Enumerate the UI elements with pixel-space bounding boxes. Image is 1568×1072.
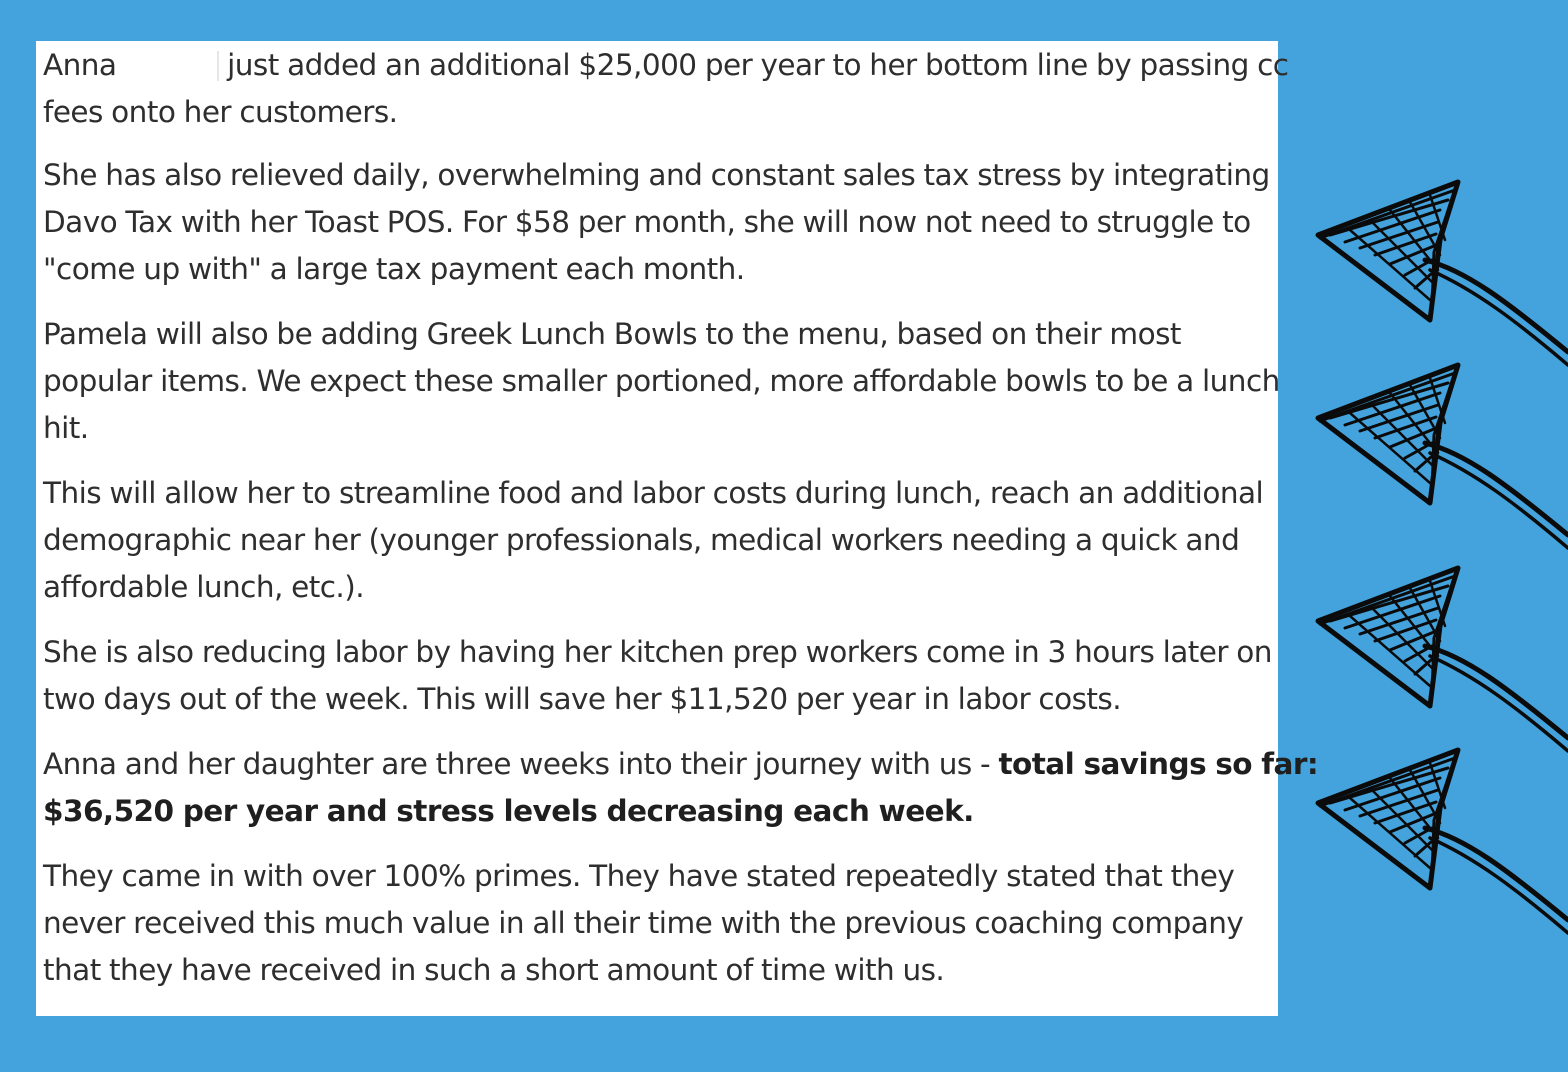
paragraph-line: Pamela will also be adding Greek Lunch Bowls to the menu, based on their most — [43, 317, 1181, 351]
paragraph-line: Davo Tax with her Toast POS. For $58 per month, she will now not need to struggle to — [43, 205, 1251, 239]
paragraph-line: hit. — [43, 411, 89, 445]
testimonial-card — [36, 41, 1319, 1016]
total-savings-label: total savings so far: — [998, 747, 1319, 781]
paragraph-value-statement — [43, 853, 1243, 994]
paragraph-line: just added an additional $25,000 per year to her bottom line by passing cc — [227, 48, 1289, 82]
paragraph-lunch-bowls — [43, 311, 1280, 452]
paragraph-labor-reduction — [43, 629, 1272, 723]
paragraph-line: never received this much value in all their time with the previous coaching company — [43, 906, 1244, 940]
paragraph-line: that they have received in such a short amount of time with us. — [43, 953, 945, 987]
paragraph-fee-savings — [43, 42, 1288, 136]
paragraph-line: popular items. We expect these smaller portioned, more affordable bowls to be a lunch — [43, 364, 1280, 398]
paragraph-total-savings — [43, 741, 1318, 835]
hand-drawn-arrow-icon — [1318, 568, 1568, 751]
paragraph-line: She has also relieved daily, overwhelming and constant sales tax stress by integrating — [43, 158, 1270, 192]
hand-drawn-arrow-icon — [1318, 750, 1568, 933]
paragraph-line: They came in with over 100% primes. They have stated repeatedly stated that they — [43, 859, 1235, 893]
hand-drawn-arrow-icon — [1318, 182, 1568, 365]
paragraph-line: She is also reducing labor by having her kitchen prep workers come in 3 hours later on — [43, 635, 1272, 669]
paragraph-line: two days out of the week. This will save her $11,520 per year in labor costs. — [43, 682, 1122, 716]
paragraph-line: This will allow her to streamline food and labor costs during lunch, reach an additional — [43, 476, 1264, 510]
paragraph-line: demographic near her (younger professionals, medical workers needing a quick and — [43, 523, 1240, 557]
paragraph-line: fees onto her customers. — [43, 95, 398, 129]
paragraph-streamline — [43, 470, 1263, 611]
paragraph-line: Anna and her daughter are three weeks into their journey with us - — [43, 747, 999, 781]
paragraph-sales-tax — [43, 152, 1270, 293]
total-savings-value: $36,520 per year and stress levels decreasing each week. — [43, 794, 974, 828]
redacted-surname — [125, 51, 219, 81]
client-name: Anna — [43, 48, 117, 82]
paragraph-line: affordable lunch, etc.). — [43, 570, 365, 604]
arrows-decoration — [1290, 160, 1568, 960]
paragraph-line: "come up with" a large tax payment each month. — [43, 252, 745, 286]
hand-drawn-arrow-icon — [1318, 365, 1568, 548]
